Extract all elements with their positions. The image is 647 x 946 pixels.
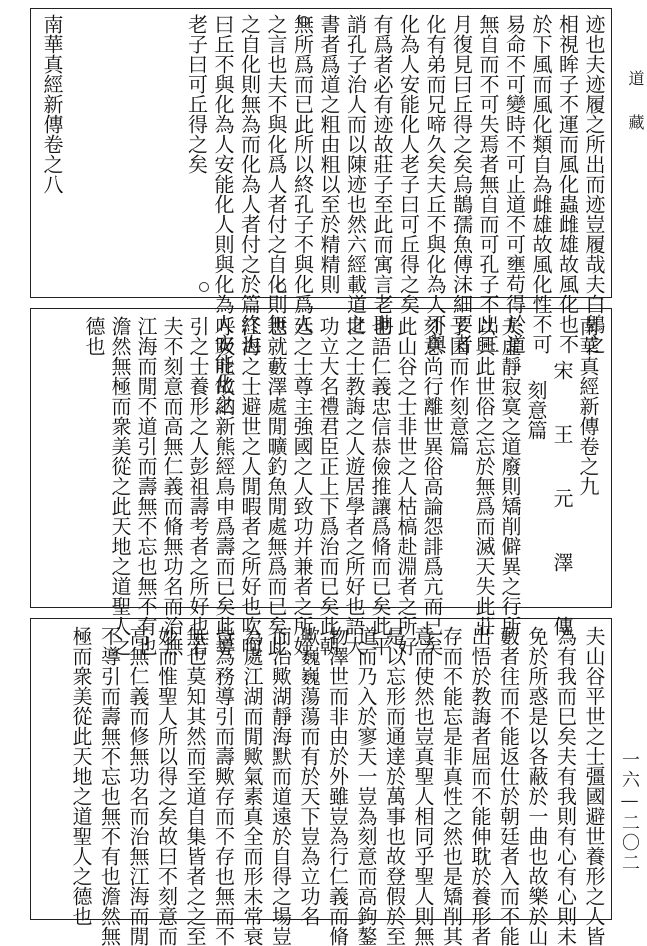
panel-3-column: 妙而惟聖人所以得之矣故曰不刻意而 bbox=[154, 626, 179, 946]
circle-mark-icon bbox=[199, 282, 209, 292]
panel-2-column: 也語仁義忠信恭儉推讓爲脩而已矣此平 bbox=[368, 316, 392, 656]
panel-3-column: 出悟於教誨者屈而不能伸耽於養形者 bbox=[468, 626, 492, 946]
panel-3-column: 不導引而壽無不忘也無不有也澹然無 bbox=[97, 626, 122, 946]
panel-2-column: 子因而作刻意篇 bbox=[446, 316, 470, 456]
panel-2-column: 功立大名禮君臣正上下爲治而已矣此朝 bbox=[316, 316, 340, 656]
panel-3-column: 意而使然也豈真聖人相同乎聖人則無 bbox=[411, 626, 435, 946]
panel-2-chapter: 刻意篇 bbox=[524, 380, 548, 440]
panel-3-column: 無也莫知其然而至道自集皆者之之至 bbox=[183, 626, 207, 946]
panel-1-column: 易命不可變時不可止道不可壅苟得於道 bbox=[502, 14, 527, 354]
panel-3-column: 藪者往而不能返仕於朝廷者入而不能 bbox=[496, 626, 521, 946]
panel-3-column: 極而衆美從此天地之道聖人之德也 bbox=[69, 626, 93, 926]
panel-3-column: 為有我而巳矣夫有我則有心有心則未 bbox=[553, 626, 578, 946]
panel-3-column: 豈為務導引而壽歟存而不存也無而不 bbox=[211, 626, 236, 946]
panel-3-column: 高無仁義而修無功名而治無江海而閒 bbox=[126, 626, 150, 946]
panel-1-column: 無自而不可失焉者無自而可孔子不出三 bbox=[476, 14, 500, 354]
panel-2-title: 南華真經新傳卷之九 bbox=[576, 316, 600, 496]
panel-2-column: 也就藪澤處閒曠釣魚閒處無爲而已矣此 bbox=[264, 316, 288, 656]
panel-3-column: 存而不能忘是非真性之然也是矯削其 bbox=[439, 626, 464, 946]
panel-1-column: 無所爲而已此所以終孔子不與化爲人 bbox=[290, 14, 315, 334]
panel-2-column: 刻意尚行離世異俗高論怨誹爲亢而已矣 bbox=[420, 316, 444, 656]
panel-2-column: 夫不刻意而高無仁義而脩無功名而治無 bbox=[160, 316, 184, 656]
panel-3-column: 是以忘形而通達於萬事也故登假於至 bbox=[382, 626, 407, 946]
panel-2-column: 引之士養形之人彭祖壽考者之所好也若 bbox=[186, 316, 210, 656]
panel-2-column: 澹然無極而衆美從之此天地之道聖人之 bbox=[108, 316, 132, 656]
panel-1-column: 曰丘不與化為人安能化人則與化為人安能化之 bbox=[211, 14, 235, 414]
panel-2-column: 江海之士避世之人閒暇者之所好也吹呴 bbox=[238, 316, 262, 656]
panel-1-column: 月復見曰丘得之矣烏鵲孺魚傅沫細要者 bbox=[449, 14, 474, 354]
panel-3-column: 物澤世而非由於外雖豈為行仁義而脩 bbox=[325, 626, 350, 946]
panel-3-column: 而治歟湖靜海默而道遠於自得之場豈 bbox=[268, 626, 293, 946]
panel-3-column: 免於所惑是以各蔽於一曲也故樂於山 bbox=[525, 626, 549, 946]
panel-1-column: 化有弟而兄啼久矣夫丘不與化為人不與 bbox=[423, 14, 447, 354]
panel-2-column: 江海而閒不道引而壽無不忘也無不有也 bbox=[134, 316, 158, 656]
panel-2-column: 世之士教誨之人遊居學者之所好也語大 bbox=[342, 316, 366, 656]
panel-3-column: 夫山谷平世之士彊國避世養形之人皆 bbox=[582, 626, 606, 946]
circle-mark-icon bbox=[299, 16, 309, 26]
panel-2-column: 德也 bbox=[82, 316, 106, 356]
panel-1-column: 相視眸子不運而風化蟲雌雄故風化也不 bbox=[555, 14, 580, 354]
panel-2-column: 以興此世俗之忘於無爲而滅天失此莊 bbox=[472, 316, 496, 636]
panel-1-title: 南華真經新傳卷之八 bbox=[40, 14, 64, 194]
panel-1-column: 有爲者必有迹故莊子至此而寓言老聃 bbox=[370, 14, 394, 334]
panel-2-author: 宋 王 元 澤 傳 bbox=[550, 360, 574, 648]
panel-3-column: 為處江湖而閒歟氣素真全而形未常衰 bbox=[240, 626, 264, 946]
panel-2-column: 廷之士尊主強國之人致功并兼者之所好 bbox=[290, 316, 314, 656]
panel-1-column: 於下風而風化類自為雌雄故風化性不可 bbox=[529, 14, 553, 354]
page-number: 一六—二〇二 bbox=[619, 750, 640, 873]
panel-1-column: 迹也夫迹履之所出而迹豈履哉夫白鶂之 bbox=[582, 14, 606, 354]
circle-mark-icon bbox=[276, 282, 286, 292]
panel-2-column: 此山谷之士非世之人枯槁赴淵者之所好 bbox=[394, 316, 418, 656]
panel-1-column: 之自化則無為而化為人者付之於篇終也 bbox=[237, 14, 262, 354]
panel-2-column: 夫虛靜寂寞之道廢則矯削僻異之行所 bbox=[498, 316, 522, 636]
margin-collection-label: 道 藏 bbox=[626, 70, 645, 136]
panel-2-column: 呼吸吐故納新熊經鳥申爲壽而已矣此導 bbox=[212, 316, 236, 656]
panel-3-column: 歟巍巍蕩蕩而有於天下豈為立功名 bbox=[297, 626, 321, 926]
panel-3-column: 道而乃入於寥天一豈為刻意而高鉤鏊 bbox=[354, 626, 378, 946]
panel-1-column: 誚孔子治人而以陳迹也然六經載道之 bbox=[343, 14, 368, 334]
panel-1-column: 書者爲道之粗由粗以至於精精則 bbox=[317, 14, 341, 294]
panel-1-column: 之言也夫不與化爲人者付之自化則無 bbox=[264, 14, 288, 334]
panel-1-column: 老子曰可丘得之矣 bbox=[184, 14, 209, 174]
panel-1-column: 化為人安能化人老子曰可丘得之矣 bbox=[396, 14, 421, 314]
